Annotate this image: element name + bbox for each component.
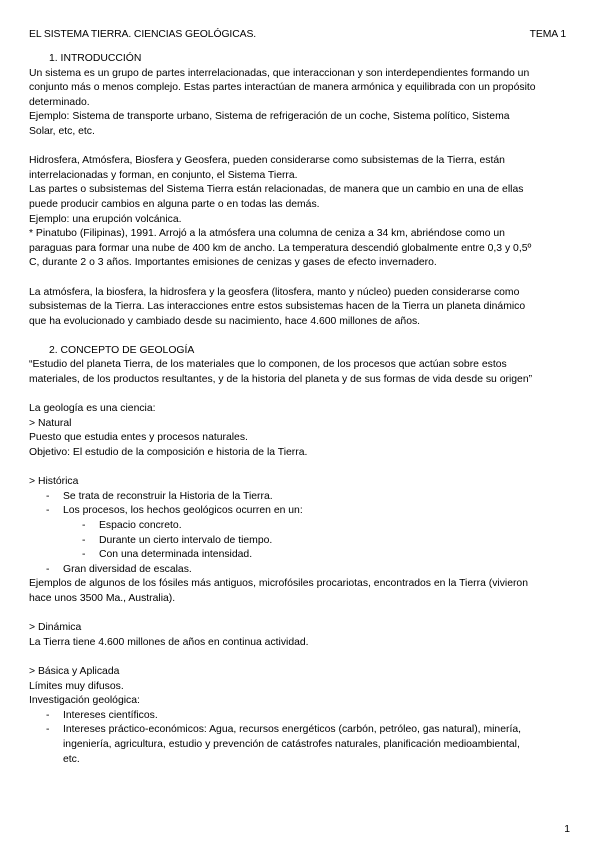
text-line: conjunto más o menos complejo. Estas partes interactúan de manera armónica y equilibrada con un propósito <box>29 82 536 94</box>
text-line: paraguas para formar una nube de 400 km de ancho. La temperatura descendió globalmente entre 0,3 y 0,5º <box>29 242 532 254</box>
text-line: C, durante 2 o 3 años. Importantes emisiones de cenizas y gases de efecto invernadero. <box>29 257 437 269</box>
text-line: Hidrosfera, Atmósfera, Biosfera y Geosfera, pueden considerarse como subsistemas de la Tierra, están <box>29 155 505 167</box>
historica-list <box>29 490 566 578</box>
list-item: - Intereses científicos. <box>29 709 566 724</box>
list-item <box>29 723 566 767</box>
sub-list-item: - Durante un cierto intervalo de tiempo. <box>29 534 566 549</box>
text-line: Límites muy difusos. <box>29 680 124 692</box>
text-line: Puesto que estudia entes y procesos naturales. <box>29 432 248 444</box>
text-line: La atmósfera, la biosfera, la hidrosfera y la geosfera (litosfera, manto y núcleo) pueden considerarse como <box>29 286 520 298</box>
definition-quote <box>29 358 566 387</box>
text-line: determinado. <box>29 96 90 108</box>
historica-heading: > Histórica <box>29 476 79 488</box>
page-header <box>29 28 566 42</box>
text-line: Intereses práctico-económicos: Agua, recursos energéticos (carbón, petróleo, gas natural), minería, <box>63 724 521 736</box>
text-line: Ejemplos de algunos de los fósiles más antiguos, microfósiles procariotas, encontrados en la Tierra (vivieron <box>29 578 528 590</box>
list-item: - Gran diversidad de escalas. <box>29 563 566 578</box>
text-line: materiales, de los productos resultantes, y de la historia del planeta y de sus formas de vida desde su origen” <box>29 374 533 386</box>
text-line: interrelacionadas y forman, en conjunto, el Sistema Tierra. <box>29 169 298 181</box>
text-line: puede producir cambios en alguna parte o en todas las demás. <box>29 198 320 210</box>
header-topic: TEMA 1 <box>529 29 566 40</box>
header-title: EL SISTEMA TIERRA. CIENCIAS GEOLÓGICAS. <box>29 29 257 40</box>
text-line: Investigación geológica: <box>29 695 140 707</box>
text-line: Solar, etc, etc. <box>29 125 95 137</box>
sub-list-item: - Espacio concreto. <box>29 519 566 534</box>
text-line: subsistemas de la Tierra. Las interacciones entre estos subsistemas hacen de la Tierra un planeta dinámico <box>29 301 526 313</box>
list-item: - Se trata de reconstruir la Historia de la Tierra. <box>29 490 566 505</box>
natural-heading: > Natural <box>29 417 72 429</box>
sub-list-item: - Con una determinada intensidad. <box>29 548 566 563</box>
text-line: Ejemplo: Sistema de transporte urbano, Sistema de refrigeración de un coche, Sistema político, Sistema <box>29 111 510 123</box>
geology-intro: La geología es una ciencia: <box>29 403 156 415</box>
basica-list <box>29 709 566 767</box>
section-1-paragraph-3 <box>29 286 566 330</box>
section-2-title: 2. CONCEPTO DE GEOLOGÍA <box>49 344 195 356</box>
text-line: Las partes o subsistemas del Sistema Tierra están relacionadas, de manera que un cambio en una de ellas <box>29 184 524 196</box>
text-line: Un sistema es un grupo de partes interrelacionadas, que interaccionan y son interdependientes formando un <box>29 67 530 79</box>
text-line: Objetivo: El estudio de la composición e historia de la Tierra. <box>29 447 308 459</box>
text-line: Ejemplo: una erupción volcánica. <box>29 213 182 225</box>
dinamica-heading: > Dinámica <box>29 622 82 634</box>
text-line: ingeniería, agricultura, estudio y prevención de catástrofes naturales, planificación medioambiental, <box>63 738 520 750</box>
section-1-title: 1. INTRODUCCIÓN <box>49 53 142 64</box>
section-1-paragraph-2 <box>29 154 566 271</box>
text-line: hace unos 3500 Ma., Australia). <box>29 592 176 604</box>
list-item: - Los procesos, los hechos geológicos ocurren en un: <box>29 504 566 519</box>
text-line: * Pinatubo (Filipinas), 1991. Arrojó a la atmósfera una columna de ceniza a 34 km, abriéndose como un <box>29 228 505 240</box>
text-line: “Estudio del planeta Tierra, de los materiales que lo componen, de los procesos que actúan sobre estos <box>29 359 507 371</box>
text-line: etc. <box>63 753 80 765</box>
section-1-paragraph-1 <box>29 67 566 140</box>
text-line: La Tierra tiene 4.600 millones de años en continua actividad. <box>29 636 309 648</box>
text-line: que ha evolucionado y cambiado desde su nacimiento, hace 4.600 millones de años. <box>29 315 421 327</box>
page-number: 1 <box>564 824 570 835</box>
basica-heading: > Básica y Aplicada <box>29 665 120 677</box>
